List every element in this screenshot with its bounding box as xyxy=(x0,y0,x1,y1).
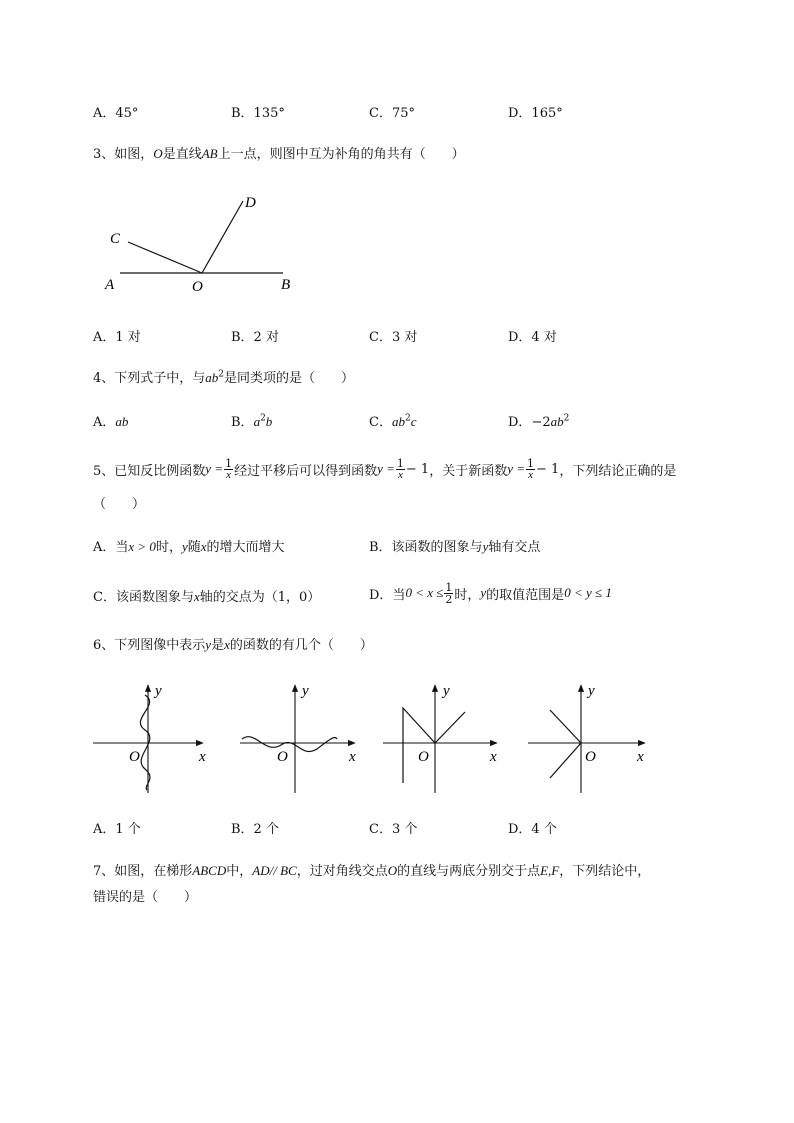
label-o: O xyxy=(192,279,203,295)
label-b: B xyxy=(281,277,291,293)
q4-text-a: 下列式子中，与 xyxy=(114,371,206,386)
q3-stem xyxy=(93,143,465,162)
q4-number: 4、 xyxy=(93,371,115,386)
q5-y-eq-1: y = xyxy=(205,461,224,476)
graph-b-x-label: x xyxy=(349,749,356,765)
q5-option-b-y: y xyxy=(482,539,489,554)
q3-text-b: 是直线 xyxy=(162,147,202,162)
q7-text-e: ，下列结论中， xyxy=(559,864,651,879)
graph-d-origin: O xyxy=(585,749,596,765)
q4-stem xyxy=(93,367,354,386)
q6-figures xyxy=(85,675,665,800)
graph-a-origin: O xyxy=(129,749,140,765)
q3-number: 3、 xyxy=(93,147,115,162)
q5-frac2-num: 1 xyxy=(396,456,404,470)
q4-option-b-expr-a: a xyxy=(253,414,261,429)
q4-option-b-expr-b: b xyxy=(265,414,273,429)
ray-oc xyxy=(128,242,202,273)
q5-paren: （ ） xyxy=(93,497,146,512)
q4-option-c-exp: 2 xyxy=(404,413,411,424)
q5-frac1-den: x xyxy=(226,468,232,481)
q4-option-d xyxy=(508,411,569,430)
label-d: D xyxy=(245,195,256,211)
q2-option-b: B．135° xyxy=(231,106,285,121)
q4-option-d-label: D． xyxy=(508,415,532,430)
q5-y-eq-2: y = xyxy=(377,461,395,476)
q5-text-b: 经过平移后可以得到函数 xyxy=(234,463,378,479)
q4-option-c xyxy=(369,411,416,430)
q5-option-a-text-b: 时， xyxy=(155,540,182,555)
q5-fraction-3 xyxy=(526,458,535,481)
graph-a-y-label: y xyxy=(155,683,162,699)
q3-option-d: D．4 对 xyxy=(508,330,557,345)
label-c: C xyxy=(110,231,121,247)
q5-option-c xyxy=(93,586,320,605)
q6-stem xyxy=(93,634,373,653)
q3-text-c: 上一点，则图中互为补角的角共有（ ） xyxy=(217,147,465,162)
q5-option-d-text-a: D．当 xyxy=(369,587,406,603)
q5-option-a-text-c: 随 xyxy=(187,540,201,555)
q7-text-c: ，过对角线交点 xyxy=(296,864,388,879)
q5-frac1-num: 1 xyxy=(225,456,233,470)
q4-option-d-exp: 2 xyxy=(563,413,570,424)
q6-graph-c xyxy=(383,683,497,793)
q6-graph-b xyxy=(240,683,356,793)
q3-point-o: O xyxy=(153,146,163,161)
q4-option-c-label: C． xyxy=(369,415,392,430)
q6-option-b: B．2 个 xyxy=(231,822,279,837)
q5-fraction-1 xyxy=(224,458,233,481)
graph-c-x-label: x xyxy=(490,749,497,765)
q7-line2: 错误的是（ ） xyxy=(93,890,198,905)
q4-option-a xyxy=(93,411,128,430)
q4-option-b xyxy=(231,411,272,430)
q4-option-a-expr: ab xyxy=(115,414,129,429)
q2-option-d: D．165° xyxy=(508,106,563,121)
q3-option-c: C．3 对 xyxy=(369,330,418,345)
q4-option-d-prefix: −2 xyxy=(531,415,551,430)
q5-option-a-text-d: 的增大而增大 xyxy=(206,540,285,555)
q6-graph-d xyxy=(528,683,645,793)
q2-option-c: C．75° xyxy=(369,106,415,121)
q5-option-d xyxy=(369,576,612,610)
q5-option-d-fraction xyxy=(444,582,453,605)
q4-option-c-expr-b: c xyxy=(410,414,417,429)
q4-option-c-expr-a: ab xyxy=(391,414,405,429)
q5-option-c-text-b: 轴的交点为（1，0） xyxy=(199,590,321,605)
graph-d-curve xyxy=(550,710,581,778)
q5-option-b xyxy=(369,536,540,555)
q6-graph-a xyxy=(93,683,206,793)
q5-text-a: 已知反比例函数 xyxy=(114,463,206,479)
q5-fraction-2 xyxy=(396,458,405,481)
q4-option-d-expr: ab xyxy=(550,414,564,429)
q5-option-b-text-a: B．该函数的图象与 xyxy=(369,540,483,555)
q5-option-d-den: 2 xyxy=(445,592,453,606)
q4-expr: ab xyxy=(205,370,219,385)
q5-stem xyxy=(93,452,676,486)
q5-option-b-text-b: 轴有交点 xyxy=(488,540,541,555)
graph-c-curve xyxy=(403,708,465,783)
q7-stem xyxy=(93,860,650,879)
q5-option-a-y: y xyxy=(181,539,188,554)
q7-number: 7、 xyxy=(93,864,115,879)
q5-frac3-num: 1 xyxy=(527,456,535,470)
q5-number: 5、 xyxy=(93,463,115,479)
label-a: A xyxy=(105,277,115,293)
q6-number: 6、 xyxy=(93,638,115,653)
q2-option-a: A．45° xyxy=(93,106,139,121)
q6-option-d: D．4 个 xyxy=(508,822,557,837)
q5-option-a xyxy=(93,536,285,555)
q6-y: y xyxy=(205,637,212,652)
q6-text-b: 是 xyxy=(211,638,225,653)
q5-option-d-range: 0 < y ≤ 1 xyxy=(564,585,612,600)
q4-option-b-label: B． xyxy=(231,415,254,430)
q3-line-ab: AB xyxy=(201,146,218,161)
q7-text-b: 中， xyxy=(226,864,253,879)
q5-option-d-text-c: 的取值范围是 xyxy=(486,587,565,603)
q5-option-d-text-b: 时， xyxy=(454,587,481,603)
q4-text-b: 是同类项的是（ ） xyxy=(224,371,355,386)
q3-option-b: B．2 对 xyxy=(231,330,279,345)
q5-frac2-den: x xyxy=(397,468,403,481)
q5-text-c: ，关于新函数 xyxy=(429,463,508,479)
q6-x: x xyxy=(224,637,230,652)
q5-option-a-x: x xyxy=(200,539,207,554)
q5-y-eq-3: y = xyxy=(507,461,526,476)
q5-option-d-y: y xyxy=(480,585,487,600)
graph-d-y-label: y xyxy=(588,683,595,699)
q7-point-o: O xyxy=(387,863,398,878)
graph-b-curve xyxy=(242,737,337,752)
q4-option-b-exp: 2 xyxy=(260,413,266,424)
q3-figure xyxy=(95,185,315,300)
graph-c-origin: O xyxy=(418,749,429,765)
q4-option-a-label: A． xyxy=(93,415,116,430)
q5-text-d: ，下列结论正确的是 xyxy=(559,463,677,479)
q6-option-c: C．3 个 xyxy=(369,822,418,837)
q5-option-c-x: x xyxy=(193,589,200,604)
q5-minus-one-1: − 1 xyxy=(405,461,430,477)
q6-text-c: 的函数的有几个（ ） xyxy=(229,638,373,653)
graph-a-x-label: x xyxy=(199,749,206,765)
q7-abcd: ABCD xyxy=(192,863,227,878)
q7-parallel: AD// BC xyxy=(252,863,297,878)
q5-option-a-text-a: A．当 xyxy=(93,540,129,555)
graph-d-x-label: x xyxy=(637,749,644,765)
q7-text-d: 的直线与两底分别交于点 xyxy=(397,864,541,879)
q7-points-ef: E,F xyxy=(540,863,560,878)
q6-text-a: 下列图像中表示 xyxy=(114,638,206,653)
q5-option-a-cond: x > 0 xyxy=(128,539,156,554)
q4-exp: 2 xyxy=(218,369,225,380)
q5-option-c-text-a: C．该函数图象与 xyxy=(93,590,194,605)
ray-od xyxy=(202,201,243,273)
q5-frac3-den: x xyxy=(528,468,533,481)
graph-c-y-label: y xyxy=(443,683,450,699)
q5-minus-one-2: − 1 xyxy=(536,461,560,477)
q7-text-a: 如图，在梯形 xyxy=(114,864,193,879)
q5-option-d-num: 1 xyxy=(445,580,453,594)
graph-b-y-label: y xyxy=(302,683,309,699)
q5-option-d-cond: 0 < x ≤ xyxy=(405,585,444,600)
q3-option-a: A．1 对 xyxy=(93,330,141,345)
q6-option-a: A．1 个 xyxy=(93,822,141,837)
graph-b-origin: O xyxy=(277,749,288,765)
q3-text-a: 如图， xyxy=(114,147,154,162)
